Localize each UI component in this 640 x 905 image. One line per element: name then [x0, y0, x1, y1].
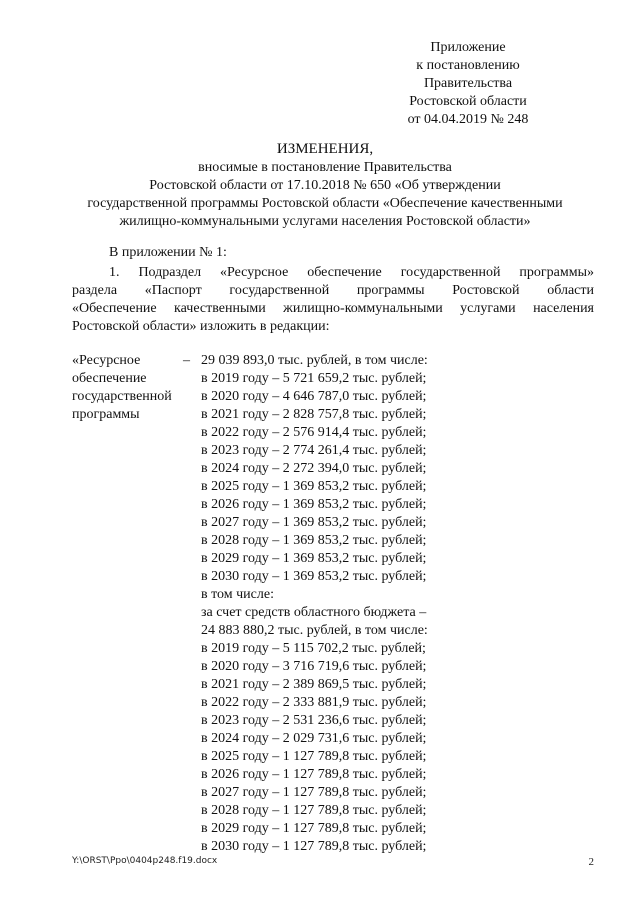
resource-value-line: в 2027 году – 1 127 789,8 тыс. рублей;: [201, 785, 427, 800]
resource-label-line: программы: [72, 407, 140, 422]
resource-value-line: в 2019 году – 5 115 702,2 тыс. рублей;: [201, 641, 426, 656]
resource-value-line: в 2026 году – 1 369 853,2 тыс. рублей;: [201, 497, 427, 512]
resource-value-line: 29 039 893,0 тыс. рублей, в том числе:: [201, 353, 428, 368]
resource-value-line: в 2027 году – 1 369 853,2 тыс. рублей;: [201, 515, 427, 530]
resource-value-line: в 2022 году – 2 333 881,9 тыс. рублей;: [201, 695, 427, 710]
resource-values: [201, 352, 501, 856]
resource-value-line: в 2025 году – 1 127 789,8 тыс. рублей;: [201, 749, 427, 764]
page-number: 2: [588, 856, 594, 868]
resource-value-line: в 2020 году – 4 646 787,0 тыс. рублей;: [201, 389, 427, 404]
resource-label-line: «Ресурсное: [72, 353, 141, 368]
resource-value-line: в 2021 году – 2 828 757,8 тыс. рублей;: [201, 407, 427, 422]
appendix-header: [368, 39, 568, 129]
resource-label-line: обеспечение: [72, 371, 147, 386]
resource-value-line: в 2025 году – 1 369 853,2 тыс. рублей;: [201, 479, 427, 494]
resource-value-line: в 2024 году – 2 272 394,0 тыс. рублей;: [201, 461, 427, 476]
resource-value-line: в том числе:: [201, 587, 274, 602]
resource-value-line: в 2026 году – 1 127 789,8 тыс. рублей;: [201, 767, 427, 782]
file-path: Y:\ORST\Ppo\0404p248.f19.docx: [72, 856, 218, 866]
appendix-line: Правительства: [423, 76, 513, 91]
item-1-line: раздела «Паспорт государственной программы Ростовской области: [72, 283, 594, 298]
appendix-line: Ростовской области: [409, 94, 527, 109]
resource-value-line: в 2019 году – 5 721 659,2 тыс. рублей;: [201, 371, 427, 386]
item-1-line: 1. Подраздел «Ресурсное обеспечение государственной программы»: [109, 265, 594, 280]
intro-paragraph: [72, 244, 594, 262]
heading-line: Ростовской области от 17.10.2018 № 650 «Об утверждении: [149, 178, 501, 193]
heading-title: ИЗМЕНЕНИЯ,: [276, 141, 374, 157]
resource-value-line: 24 883 880,2 тыс. рублей, в том числе:: [201, 623, 428, 638]
item-1-line: Ростовской области» изложить в редакции:: [72, 319, 330, 334]
resource-label: [72, 352, 182, 424]
appendix-line: Приложение: [430, 40, 506, 55]
resource-value-line: в 2024 году – 2 029 731,6 тыс. рублей;: [201, 731, 427, 746]
heading-line: вносимые в постановление Правительства: [198, 160, 452, 175]
resource-value-line: в 2022 году – 2 576 914,4 тыс. рублей;: [201, 425, 427, 440]
resource-value-line: в 2029 году – 1 127 789,8 тыс. рублей;: [201, 821, 427, 836]
item-1-line: «Обеспечение качественными жилищно-коммунальными услугами населения: [72, 301, 594, 316]
appendix-line: от 04.04.2019 № 248: [407, 112, 529, 127]
intro-text: В приложении № 1:: [109, 245, 227, 260]
resource-value-line: в 2028 году – 1 369 853,2 тыс. рублей;: [201, 533, 427, 548]
heading-line: жилищно-коммунальными услугами населения Ростовской области»: [119, 214, 531, 229]
resource-label-line: государственной: [72, 389, 172, 404]
resource-dash: –: [183, 353, 190, 368]
appendix-line: к постановлению: [416, 58, 520, 73]
resource-value-line: в 2030 году – 1 369 853,2 тыс. рублей;: [201, 569, 427, 584]
resource-value-line: в 2029 году – 1 369 853,2 тыс. рублей;: [201, 551, 427, 566]
heading-line: государственной программы Ростовской области «Обеспечение качественными: [87, 196, 563, 211]
resource-value-line: за счет средств областного бюджета –: [201, 605, 427, 620]
document-heading: [60, 140, 590, 231]
resource-value-line: в 2021 году – 2 389 869,5 тыс. рублей;: [201, 677, 427, 692]
resource-value-line: в 2023 году – 2 774 261,4 тыс. рублей;: [201, 443, 427, 458]
resource-value-line: в 2020 году – 3 716 719,6 тыс. рублей;: [201, 659, 427, 674]
resource-value-line: в 2023 году – 2 531 236,6 тыс. рублей;: [201, 713, 427, 728]
resource-value-line: в 2030 году – 1 127 789,8 тыс. рублей;: [201, 839, 427, 854]
item-1-paragraph: [72, 264, 594, 336]
resource-value-line: в 2028 году – 1 127 789,8 тыс. рублей;: [201, 803, 427, 818]
